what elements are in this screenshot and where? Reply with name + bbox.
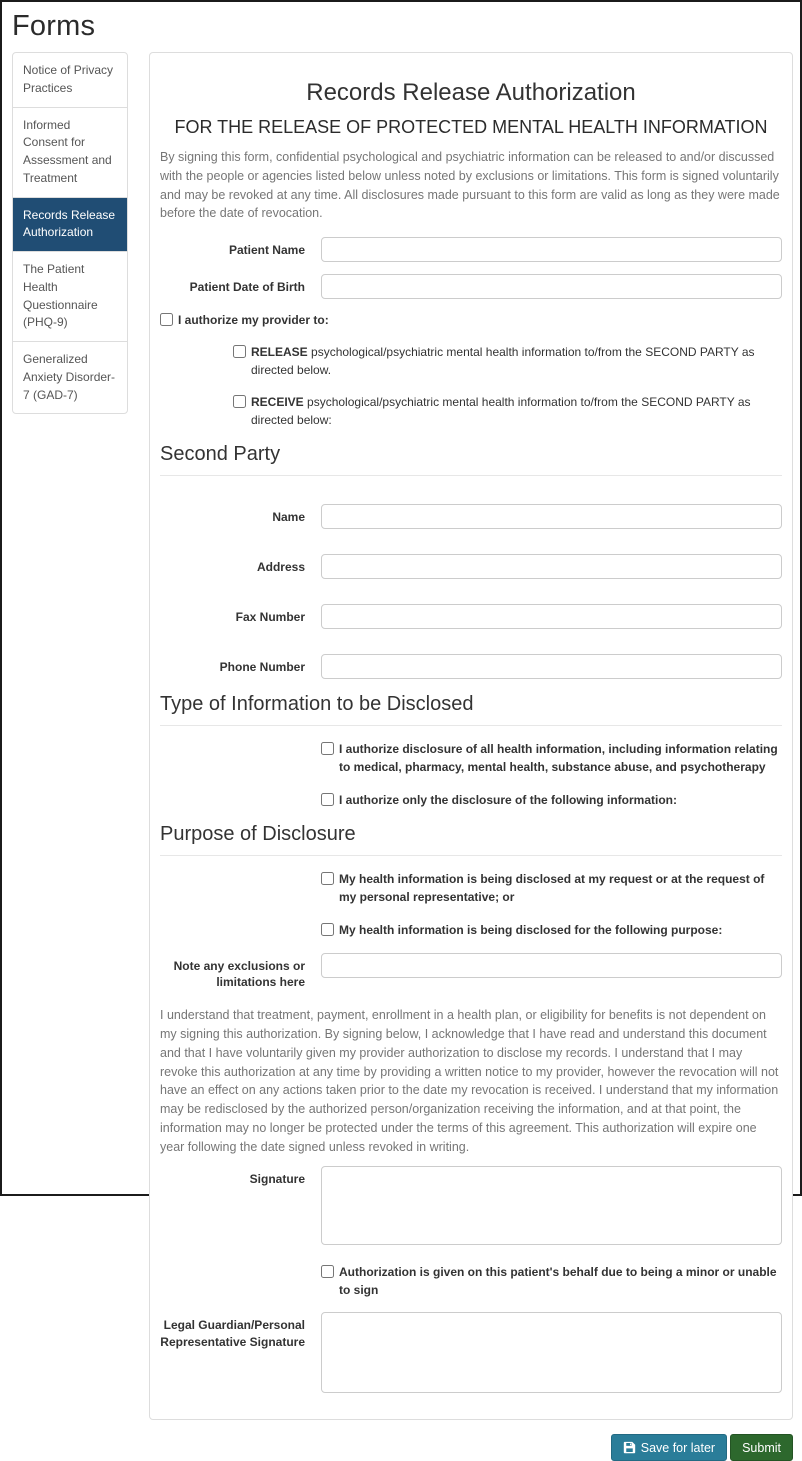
save-icon — [623, 1441, 636, 1454]
second-party-phone-row — [160, 654, 782, 679]
disclosed-for-purpose-label: My health information is being disclosed for the following purpose: — [339, 923, 723, 937]
second-party-name-row — [160, 504, 782, 529]
signature-row — [160, 1166, 782, 1245]
receive-checkbox[interactable] — [233, 395, 246, 408]
second-party-phone-label: Phone Number — [219, 660, 305, 674]
disclosed-for-purpose-checkbox[interactable] — [321, 923, 334, 936]
signature-label: Signature — [249, 1172, 305, 1187]
exclusions-row — [160, 953, 782, 990]
sidebar-item-gad7[interactable]: Generalized Anxiety Disorder-7 (GAD-7) — [23, 352, 116, 402]
save-for-later-button[interactable] — [611, 1434, 727, 1461]
patient-name-input[interactable] — [321, 237, 782, 262]
sidebar-item-informed-consent[interactable]: Informed Consent for Assessment and Treatment — [13, 108, 127, 198]
patient-name-row — [160, 237, 782, 262]
release-row — [233, 343, 782, 379]
second-party-address-row — [160, 554, 782, 579]
disclosed-at-request-row — [321, 870, 782, 906]
form-intro-text: By signing this form, confidential psychological and psychiatric information can be released to and/or discussed with the people or agencies listed below unless noted by exclusions or limitations. This form is signed voluntarily and may be revoked at any time. All disclosures made pursuant to this form are valid as long as they were made before the date of revocation. — [160, 150, 780, 221]
main-layout — [12, 52, 793, 1420]
form-subtitle: FOR THE RELEASE OF PROTECTED MENTAL HEALTH INFORMATION — [174, 117, 768, 137]
authorize-provider-label: I authorize my provider to: — [178, 313, 329, 327]
disclosed-at-request-checkbox[interactable] — [321, 872, 334, 885]
second-party-address-label: Address — [256, 560, 305, 574]
exclusions-input[interactable] — [321, 953, 782, 978]
disclosed-for-purpose-row — [321, 921, 782, 939]
second-party-name-input[interactable] — [321, 504, 782, 529]
exclusions-label: Note any exclusions or limitations here — [173, 959, 305, 990]
second-party-fax-input[interactable] — [321, 604, 782, 629]
all-health-info-checkbox[interactable] — [321, 742, 334, 755]
authorize-provider-checkbox[interactable] — [160, 313, 173, 326]
patient-dob-input[interactable] — [321, 274, 782, 299]
guardian-signature-label: Legal Guardian/Personal Representative Signature — [160, 1318, 305, 1349]
only-following-info-row — [321, 791, 782, 809]
receive-row — [233, 393, 782, 429]
all-health-info-row — [321, 740, 782, 776]
release-checkbox[interactable] — [233, 345, 246, 358]
only-following-info-checkbox[interactable] — [321, 793, 334, 806]
form-panel — [149, 52, 793, 1420]
second-party-fax-label: Fax Number — [235, 610, 305, 624]
minor-authorization-label: Authorization is given on this patient's behalf due to being a minor or unable to sign — [339, 1265, 777, 1298]
minor-authorization-checkbox[interactable] — [321, 1265, 334, 1278]
minor-authorization-row — [321, 1263, 782, 1299]
patient-dob-label: Patient Date of Birth — [189, 280, 305, 294]
guardian-signature-input[interactable] — [321, 1312, 782, 1393]
second-party-address-input[interactable] — [321, 554, 782, 579]
footer-actions — [12, 1434, 793, 1461]
sidebar-item-records-release-authorization[interactable]: Records Release Authorization — [13, 198, 127, 253]
sidebar-item-notice-of-privacy-practices[interactable]: Notice of Privacy Practices — [13, 53, 127, 108]
patient-dob-row — [160, 274, 782, 299]
signature-input[interactable] — [321, 1166, 782, 1245]
release-label: RELEASE psychological/psychiatric mental health information to/from the SECOND PARTY as directed below. — [251, 345, 755, 377]
sidebar-item-phq9[interactable]: The Patient Health Questionnaire (PHQ-9) — [13, 252, 127, 342]
receive-label: RECEIVE psychological/psychiatric mental health information to/from the SECOND PARTY as directed below: — [251, 395, 751, 427]
disclosed-at-request-label: My health information is being disclosed at my request or at the request of my personal representative; or — [339, 872, 765, 904]
save-for-later-label: Save for later — [640, 1440, 716, 1455]
patient-name-label: Patient Name — [228, 243, 305, 257]
all-health-info-label: I authorize disclosure of all health information, including information relating to medical, pharmacy, mental health, substance abuse, and psychotherapy — [339, 742, 778, 774]
form-title: Records Release Authorization — [306, 79, 636, 106]
forms-sidebar — [12, 52, 128, 414]
type-of-info-heading: Type of Information to be Disclosed — [160, 693, 782, 726]
purpose-heading: Purpose of Disclosure — [160, 823, 782, 856]
second-party-fax-row — [160, 604, 782, 629]
page-title: Forms — [12, 10, 96, 42]
second-party-heading: Second Party — [160, 443, 782, 476]
legal-text: I understand that treatment, payment, enrollment in a health plan, or eligibility for benefits is not dependent on my signing this authorization. By signing below, I acknowledge that I have read and understand this document and that I have voluntarily given my provider authorization to disclose my records. I understand that I may revoke this authorization at any time by providing a written notice to my provider, however the revocation will not have an effect on any actions taken prior to the date my revocation is received. I understand that my information may be redisclosed by the authorized person/organization receiving the information, and at that point, the information may no longer be protected under the terms of this agreement. This authorization will expire one year following the date signed unless revoked in writing. — [160, 1008, 779, 1154]
guardian-signature-row — [160, 1312, 782, 1393]
only-following-info-label: I authorize only the disclosure of the following information: — [339, 793, 678, 807]
submit-button[interactable]: Submit — [730, 1434, 793, 1461]
authorize-provider-row — [160, 311, 782, 329]
second-party-name-label: Name — [272, 510, 305, 524]
second-party-phone-input[interactable] — [321, 654, 782, 679]
